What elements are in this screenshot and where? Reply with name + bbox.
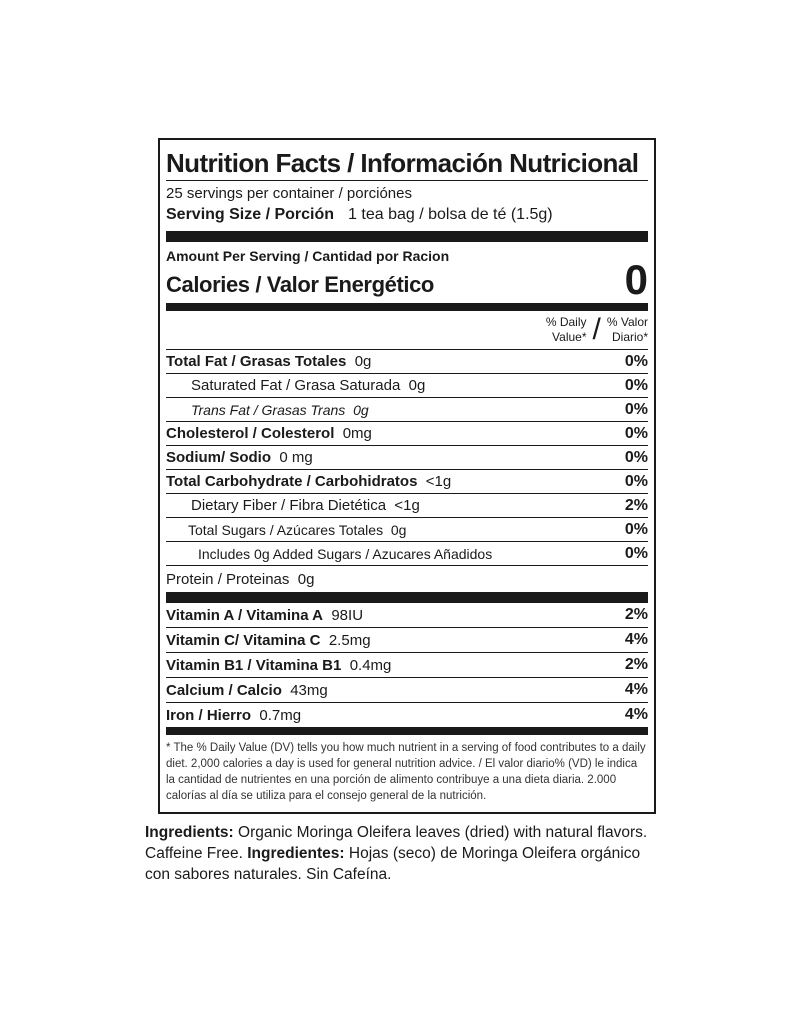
nutrient-row-dietary-fiber	[166, 493, 648, 517]
dv-header-en-line2: Value*	[552, 330, 587, 344]
nutrient-dv: 0%	[624, 376, 648, 394]
nutrient-amount: 0 mg	[279, 449, 313, 466]
nutrient-row-protein	[166, 565, 648, 592]
vitamin-name: Vitamin B1 / Vitamina B1	[166, 656, 342, 674]
nutrient-amount: <1g	[425, 473, 452, 490]
divider	[166, 180, 648, 181]
amount-per-serving: Amount Per Serving / Cantidad por Racion	[166, 248, 450, 264]
vitamin-name: Iron / Hierro	[166, 706, 252, 724]
nutrient-dv: 0%	[624, 544, 648, 562]
nutrient-row-total-fat	[166, 349, 648, 373]
nutrient-row-cholesterol	[166, 421, 648, 445]
ingredients-text-en: Organic Moringa Oleifera leaves (dried) with natural flavors. Caffeine Free.	[145, 824, 648, 862]
serving-size	[166, 204, 648, 226]
nutrient-name: Total Carbohydrate / Carbohidratos	[166, 473, 418, 490]
vitamin-amount: 0.4mg	[349, 656, 392, 674]
nutrient-name: Total Fat / Grasas Totales	[166, 353, 347, 370]
vitamin-amount: 2.5mg	[328, 631, 371, 649]
ingredients-text-es: Hojas (seco) de Moringa Oleifera orgánico con sabores naturales. Sin Cafeína.	[145, 845, 641, 883]
vitamin-dv: 4%	[624, 706, 648, 723]
nutrient-dv: 2%	[624, 496, 648, 514]
nutrient-amount: 0mg	[342, 425, 372, 442]
vitamin-name: Vitamin A / Vitamina A	[166, 606, 323, 624]
nutrient-dv: 0%	[624, 520, 648, 538]
nutrient-amount: 0g	[408, 377, 426, 394]
nutrient-name: Total Sugars / Azúcares Totales	[188, 521, 384, 538]
nutrient-row-added-sugars	[166, 541, 648, 565]
vitamin-dv: 2%	[624, 656, 648, 673]
ingredients-label-es: Ingredientes:	[247, 845, 345, 862]
serving-size-value: 1 tea bag / bolsa de té (1.5g)	[348, 206, 553, 223]
nutrient-name: Includes 0g Added Sugars / Azucares Añadidos	[198, 545, 493, 562]
nutrient-amount: 0g	[297, 570, 315, 588]
calories-label: Calories / Valor Energético	[166, 272, 434, 297]
nutrient-amount: 0g	[354, 353, 372, 370]
thick-divider	[166, 592, 648, 603]
vitamin-name: Vitamin C/ Vitamina C	[166, 631, 321, 649]
nutrient-dv: 0%	[624, 400, 648, 418]
nutrient-row-total-carbohydrate	[166, 469, 648, 493]
nutrient-amount: 0g	[353, 401, 369, 418]
nutrient-dv: 0%	[624, 448, 648, 466]
daily-value-footnote: * The % Daily Value (DV) tells you how much nutrient in a serving of food contributes to a daily diet. 2,000 calories a day is used for general nutrition advice. / El valor diario% (VD) le indica la cantidad de nutrientes en una porción de alimento contribuye a una dieta diaria. 2.000 calorías al día se utiliza para el consejo general de la nutrición.	[166, 742, 646, 802]
nutrient-dv: 0%	[624, 472, 648, 490]
nutrient-name: Sodium/ Sodio	[166, 449, 271, 466]
nutrient-amount: <1g	[394, 497, 420, 514]
label-title: Nutrition Facts / Información Nutricional	[166, 148, 639, 178]
calories-value: 0	[624, 256, 648, 303]
vitamin-amount: 43mg	[290, 681, 328, 699]
nutrient-name: Cholesterol / Colesterol	[166, 425, 335, 442]
vitamin-dv: 2%	[624, 606, 648, 623]
dv-header-en-line1: % Daily	[545, 315, 587, 329]
vitamin-row-vitamin-b1	[166, 652, 648, 677]
vitamin-row-calcium	[166, 677, 648, 702]
nutrient-name: Trans Fat / Grasas Trans	[191, 401, 346, 418]
vitamin-dv: 4%	[624, 681, 648, 698]
nutrient-row-saturated-fat	[166, 373, 648, 397]
vitamin-amount: 0.7mg	[259, 706, 302, 724]
vitamin-row-iron	[166, 702, 648, 727]
nutrient-amount: 0g	[390, 521, 407, 538]
nutrient-name: Saturated Fat / Grasa Saturada	[191, 377, 401, 394]
dv-header-es	[607, 315, 648, 345]
nutrient-row-total-sugars	[166, 517, 648, 541]
vitamin-name: Calcium / Calcio	[166, 681, 282, 699]
nutrient-name: Dietary Fiber / Fibra Dietética	[191, 497, 387, 514]
nutrient-dv: 0%	[624, 424, 648, 442]
dv-header-es-line1: % Valor	[606, 315, 648, 329]
dv-header-slash: /	[592, 313, 601, 346]
nutrient-dv: 0%	[624, 352, 648, 370]
nutrient-row-sodium	[166, 445, 648, 469]
ingredients-label-en: Ingredients:	[145, 824, 234, 841]
servings-per-container: 25 servings per container / porciónes	[166, 185, 412, 202]
nutrient-row-trans-fat	[166, 397, 648, 421]
thick-divider	[166, 303, 648, 311]
thick-divider	[166, 231, 648, 242]
dv-header-en	[546, 315, 587, 345]
vitamin-row-vitamin-a	[166, 603, 648, 627]
ingredients-statement	[145, 822, 665, 885]
dv-header-es-line2: Diario*	[611, 330, 648, 344]
thick-divider	[166, 727, 648, 735]
serving-size-label: Serving Size / Porción	[166, 206, 335, 223]
vitamin-amount: 98IU	[331, 606, 364, 624]
vitamin-row-vitamin-c	[166, 627, 648, 652]
vitamin-dv: 4%	[624, 631, 648, 648]
nutrition-facts-label	[158, 138, 656, 814]
daily-value-header	[166, 311, 648, 349]
nutrient-name: Protein / Proteinas	[166, 570, 290, 588]
